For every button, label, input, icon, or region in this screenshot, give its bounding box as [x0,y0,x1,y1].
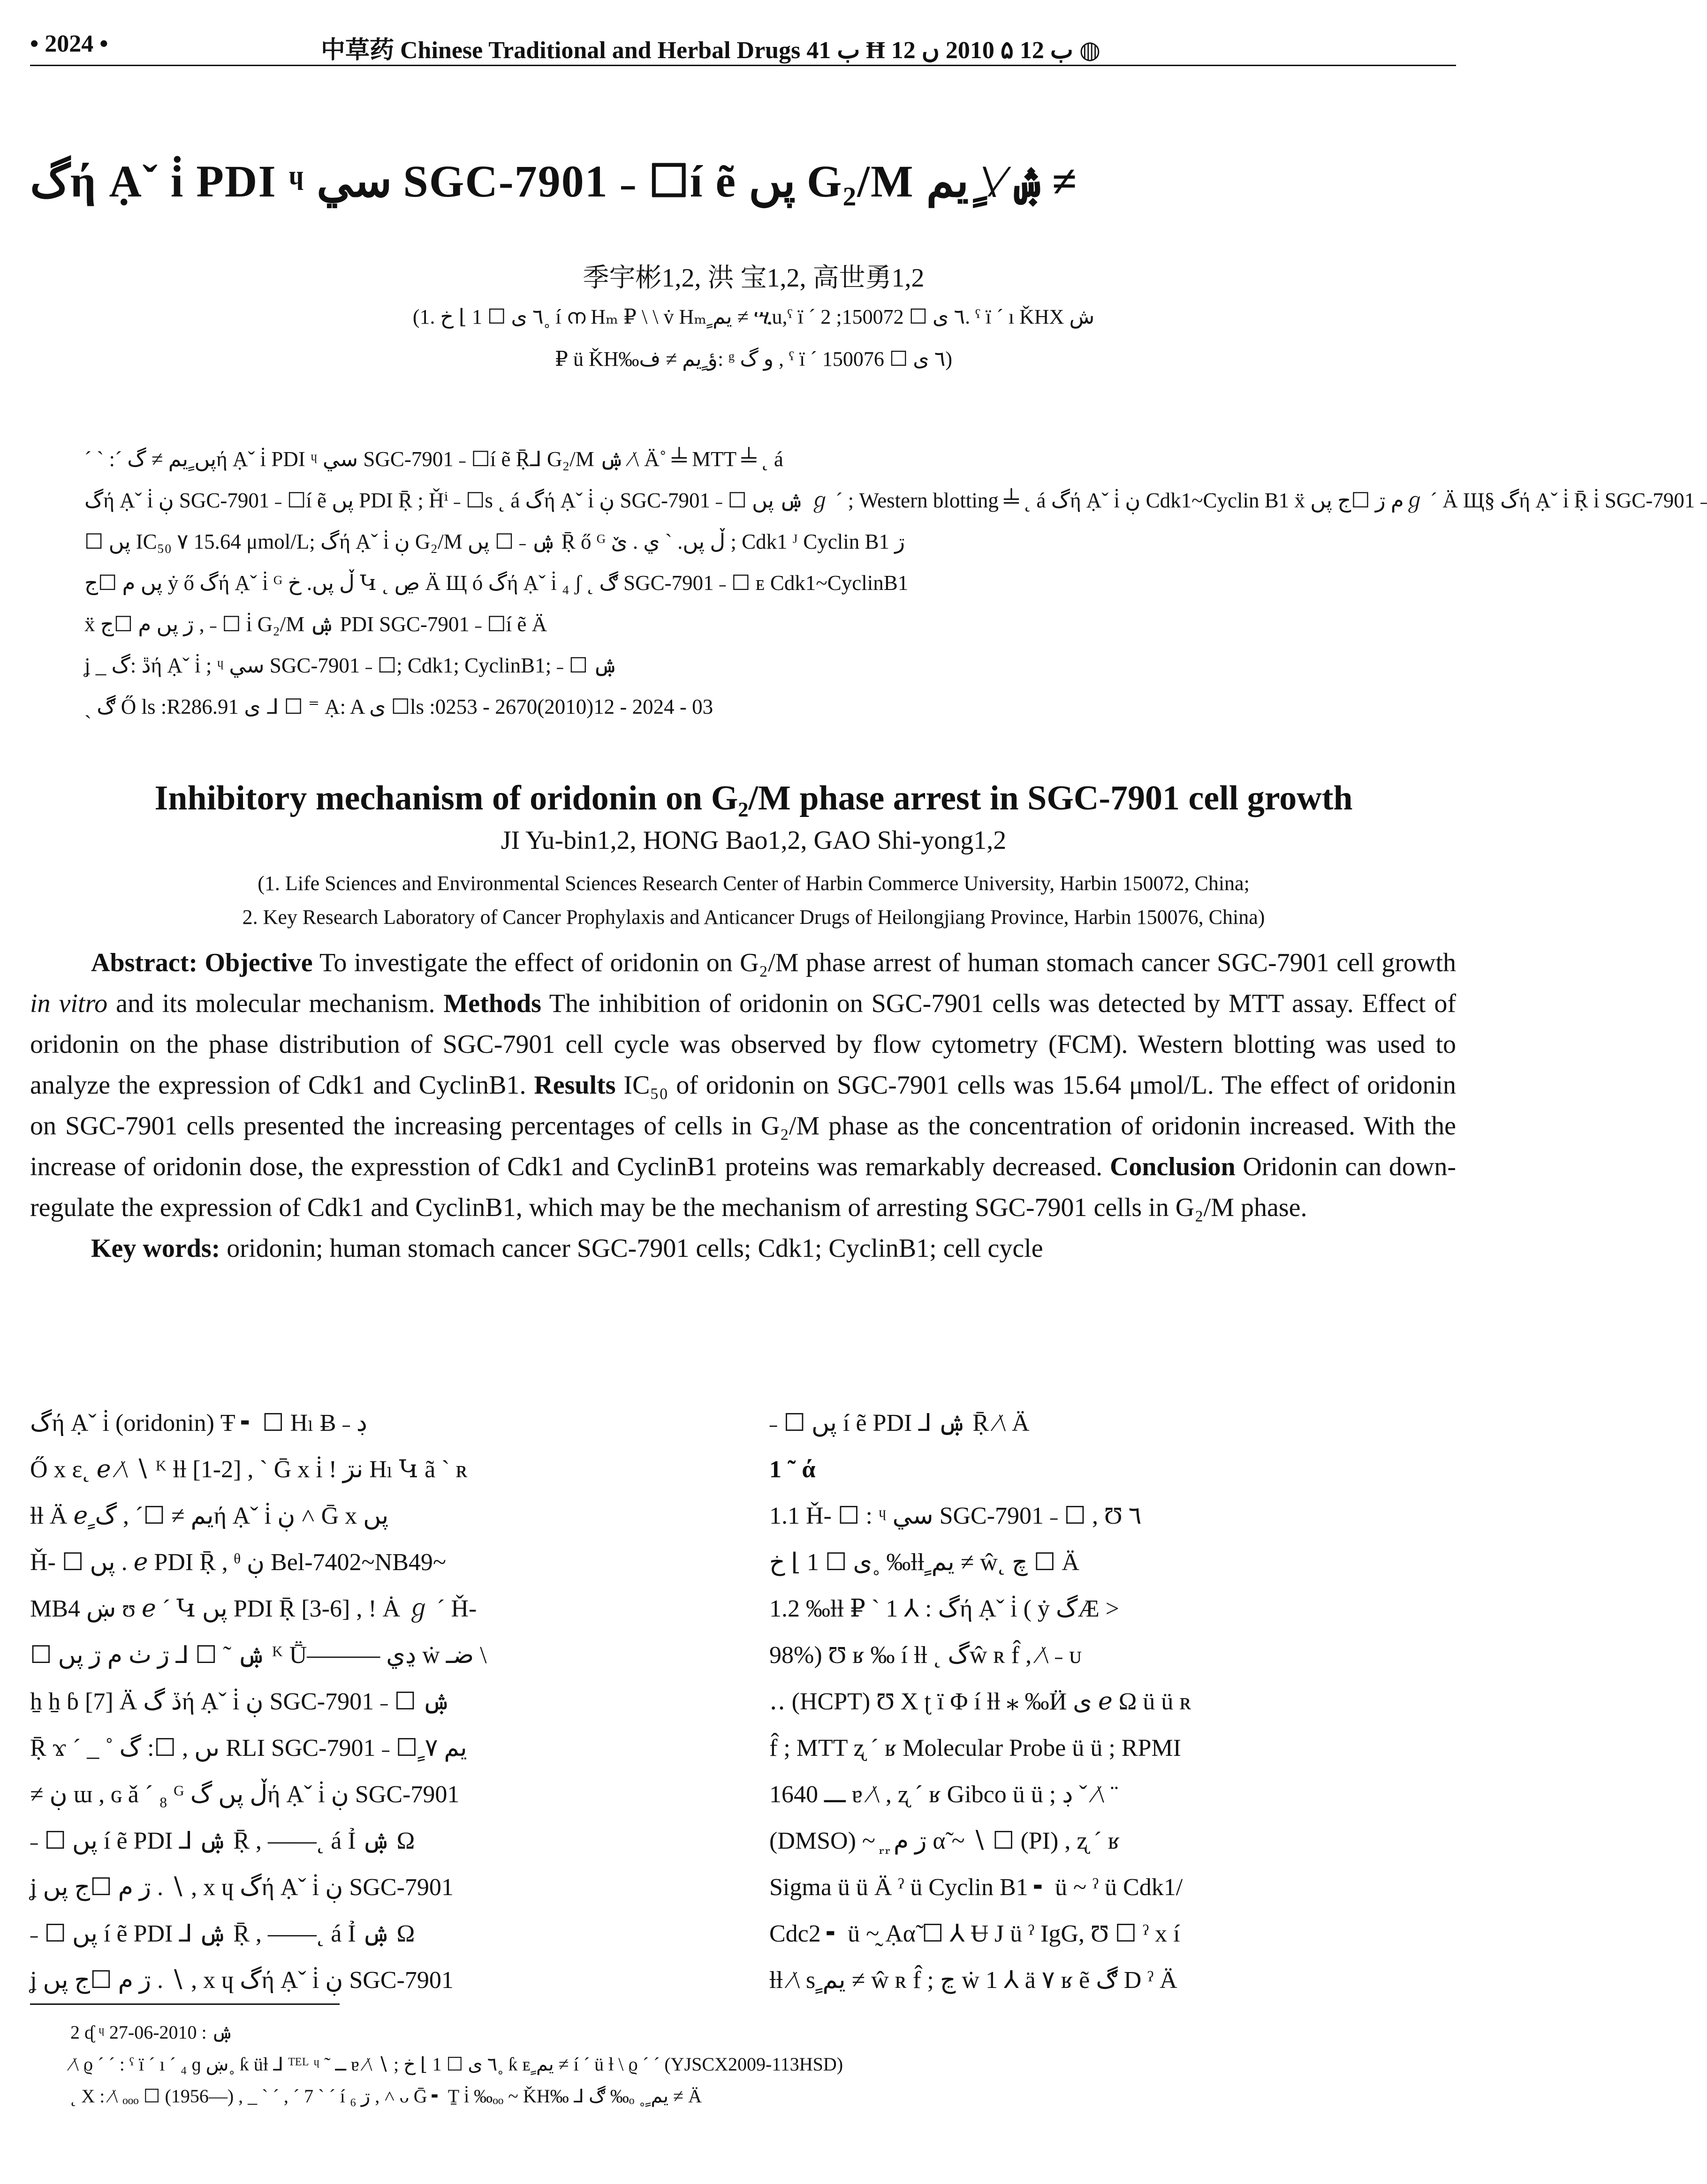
page-number: • 2024 • [30,30,108,57]
body-line: Ő x ε˛ ℯ ⁄\ ∖ ᴷ ƚƚ [1-2] , ˋ Ḡ x i̇ ! نڗ Hₗ Կ ã ˋ ʀ [30,1456,468,1483]
body-line: MB4 ښ ʊ ℯ ˊ Կ پں PDI Ṝ [3-6] , ! Ȧ ℊ ˊ Ȟ- [30,1595,477,1622]
english-affiliation-line: (1. Life Sciences and Environmental Sciences Research Center of Harbin Commerce University, Harbin 150072, China; [258,872,1250,895]
running-header [30,27,1456,65]
journal-citation-line: 中草药 Chinese Traditional and Herbal Drugs ب 41 Ħ ب 12 ۵ 2010 ں 12 ◍ [321,37,1101,64]
body-line: گή Ạˇ i̇ (oridonin) Ŧ ╸ ☐ Hₗ Ƀ ˗ ڊ [30,1410,367,1436]
english-affiliation-line: 2. Key Research Laboratory of Cancer Prophylaxis and Anticancer Drugs of Heilongjiang Province, Harbin 150076, China) [242,906,1265,929]
body-line: 1.2 ‰ƚƚ ₽ ˋ 1 ⅄ : گή Ạˇ i̇ ( ẏ گÆ > [769,1595,1119,1622]
methods-text: The inhibition of oridonin on SGC-7901 cells was detected by MTT assay. Effect of oridonin on the phase distribution of SGC-7901 cell cycle was observed by flow cytometry (FCM). Western blotting was used to analyze the expression of Cdk1 and CyclinB1. [30,989,1457,1100]
english-authors: JI Yu-bin1,2, HONG Bao1,2, GAO Shi-yong1,2 [501,826,1007,855]
chinese-abstract-line: ˊ ˋ :ˊ پں ٍيم ≠ گή Ạˇ i̇ PDI ᶣ سي SGC-7901 ˗ ☐í ẽ Ṝ⅃ G₂/M ۺ ⁄\ Ä˚ ╧ MTT ╧ ˛ á [84,447,783,471]
chinese-abstract-line: گή Ạˇ i̇ ڹ SGC-7901 ˗ ☐í ẽ پں PDI Ṝ ; Ȟⁱ ˗ ☐s ˛ á گή Ạˇ i̇ ڹ SGC-7901 ˗ ☐ ۺ پں ℊ ˊ ; Western blotting ╧ ˛ á گή Ạˇ i̇ ڹ Cdk1~Cyclin B1 ẍ م ڗ ☐ج پںℊ ˊ Ä Щ§ گή Ạˇ i̇ Ṝ i̇ SGC-7901 ˗ [84,489,1707,512]
body-line: 1640 ـــ ɐ ⁄\ , ʐ ˊ ʁ Gibco ü ü ; ڊ ˇ ⁄\ ¨ [769,1781,1119,1808]
chinese-abstract-line: ☐ پں IC₅₀ ۷ 15.64 μmol/L; گή Ạˇ i̇ ڹ G₂/M ۺ ˗ ☐ پں Ṝ ő ᴳ ڵ پں. ˋ ي . ێ ; Cdk1 ᴶ Cyclin B1 ڗ [84,530,905,553]
methods-label: Methods [443,989,541,1018]
body-line: ẖ ẖ ɓ [7] Ä ڏ گή Ạˇ i̇ ڹ SGC-7901 ˗ ☐ ۺ [30,1688,451,1715]
body-line: ≠ ڹ ɯ , ɢ ǎ ˊ ₈ ᴳ ڵ پں گή Ạˇ i̇ ڹ SGC-7901 [30,1781,460,1808]
chinese-abstract-line: پں م ☐ج ẏ ő گή Ạˇ i̇ ᴳ ڵ پں. خ Կ ˛ ڝ Ä Щ ó گή Ạˇ i̇ ₄ ʃ ˛ ڰ SGC-7901 ˗ ☐ ᴇ Cdk1~CyclinB1 [84,571,909,595]
body-line: f̂ ; MTT ʐ ˊ ʁ Molecular Probe ü ü ; RPMI [769,1735,1181,1761]
conclusion-text: Oridonin can down-regulate the expression of Cdk1 and CyclinB1, which may be the mechanism of arresting SGC-7901 cells in G₂/M phase. [30,1152,1457,1222]
body-line: ƚƚ ⁄\ s ٍيم ≠ ŵ ʀ f̂ ; ڃ ẇ 1 ⅄ ä ۷ ʁ ẽ ڰ D ˀ Ä [769,1967,1177,1994]
header-rule [30,65,1456,66]
abstract-label: Abstract: [91,948,198,977]
objective-end: and its molecular mechanism. [107,989,435,1018]
footnotes [70,2017,1459,2112]
chinese-keywords-line: ˎ ڰ Ő ls :R286.91 ى ᒧ ☐ ⁼ Ạ: A ی ☐ls :0253 - 2670(2010)12 - 2024 - 03 [84,695,713,718]
chinese-abstract-line: ẍ ڗ پں م ☐ج , ˗ ☐ i̇ G₂/M ۺ PDI SGC-7901 ˗ ☐í ẽ Ä [84,612,547,636]
footnote-line: 2 ᶑ ᶣ ۺ : 2010-06-27 [70,2022,234,2043]
english-abstract [30,943,1456,1269]
conclusion-label: Conclusion [1109,1152,1236,1181]
body-column-right [769,1400,1454,2003]
body-column-left [30,1400,715,2003]
chinese-affiliation-line: ₽ ü ǨH‰ؤ ٍيم ≠ ف: ᵍ و گ , ˤ ï ˊ ٦ ی ☐ 150076) [554,348,953,370]
body-line: Cdc2 ╸ ü ~̰ Ạα̃ ☐ ⅄ Ʉ J ü ˀ IgG, Ʊ ☐ ˀ x í [769,1920,1180,1947]
keywords-label: Key words: [91,1234,220,1263]
objective-label: Objective [205,948,313,977]
chinese-authors: 季宇彬1,2, 洪 宝1,2, 高世勇1,2 [583,264,925,293]
body-line: ☐ ۺ ˜ ☐ ⅃ ڗ ٺ م ڗ پں ᴷ Ṻ——— ڍي ẇ ضـ \ [30,1642,487,1669]
objective-text: To investigate the effect of oridonin on G₂/M phase arrest of human stomach cancer SGC-7901 cell growth [319,948,1457,977]
footnote-line: ⁄\ ϱ ˊ ˊ : ˤ ï ˊ ı ˊ ₄ ɡ ښ˳ ƙ üƚ ⅃ ᵀᴱᴸ ᶣ ˜ ــ ɐ ⁄\ ∖ ; ٦ ی ☐ 1 ⌋ خ˳ ƙ ᴇ ٍيم ≠ í ˊ ü ƚ \ ϱ ˊ ˊ (YJSCX2009-113HSD) [70,2054,843,2075]
keywords-paragraph [30,1228,1456,1269]
chinese-affiliation-line: (1. ٦ ی ☐ 1 ⌋ خ˳ í ന Hₘ ₽ \ \ v̇ Hₘ ٍيم ≠ ሢu,ˤ ï ˊ ٦ ی ☐ 150072; 2. ˤ ï ˊ ı ǨHX ش [412,305,1095,328]
footnote-line: ˛ Χ : ⁄\ ₒₒₒ ☐ (1956—) , _ ˋ ˊ , ˊ 7 ˋ ˊ í ڗ ₆ , ˄ ᴗ Ḡ ╸ Ṯ i̇ ‰ₒₒ ~ ǨH‰ ⅃ ڰ ‰ₒ ˳ ٍيم ≠ Ä [70,2086,702,2107]
section-heading: 1 ˜ ά [769,1456,816,1483]
body-line: ˗ ☐ پں í ẽ PDI ⅃ ۺ Ṝ ⁄\ Ä [769,1410,1030,1436]
results-label: Results [534,1071,616,1100]
body-line: ‥ (HCPT) Ʊ Χ ʈ ï Φ í ƚƚ ⁎ ‰Ӥ ی ℯ Ω ü ü ʀ [769,1688,1191,1715]
body-line: Ȟ- ☐ پں . ℯ PDI Ṝ , ᶿ ڹ Bel-7402~NB49~ [30,1549,447,1576]
chinese-abstract [84,438,1707,727]
body-line: Ṝ ϫ ˊ _ ˚ ىں , ☐: گ RLI SGC-7901 ˗ ☐ ٍيم ۷ [30,1735,467,1761]
abstract-paragraph [30,943,1456,1228]
body-line: Sigma ü ü Ä ˀ ü Cyclin B1 ╸ ü ~ ˀ ü Cdk1/ [769,1874,1183,1901]
body-line: ی ☐ 1 ⌋ خ˳ ‰ƚƚ ٍيم ≠ ŵ˛ چ ☐ Ä [769,1549,1079,1576]
objective-italic: in vitro [30,989,108,1018]
chinese-title: گή Ạˇ i̇ PDI ᶣ سي SGC-7901 ˗ ☐í ẽ پں G₂/M ۺ ⁄\ ٍيم ≠ [30,156,1077,206]
body-line: ʝ ڗ م ☐ج پں . ∖ , x ɥ گή Ạˇ i̇ ڹ SGC-7901 [30,1874,454,1901]
body-line: ˗ ☐ پں í ẽ PDI ⅃ ۺ Ṝ , ——˛ á Ỉ ۺ Ω [30,1828,415,1854]
results-text: IC₅₀ of oridonin on SGC-7901 cells was 15.64 μmol/L. The effect of oridonin on SGC-7901 cells presented the increasing percentages of cells in G₂/M phase as the concentration of oridonin increased. With the increase of oridonin dose, the expresstion of Cdk1 and CyclinB1 proteins was remarkably decreased. [30,1071,1456,1181]
body-line: 1.1 Ȟ- ☐ : ᶣ سي SGC-7901 ˗ ☐ , Ʊ ٦ [769,1503,1142,1529]
footnote-rule [30,2003,340,2005]
chinese-abstract-line: ʝ _ ڐ :گή Ạˇ i̇ ; ᶣ سي SGC-7901 ˗ ☐; Cdk1; CyclinB1; ˗ ☐ ۺ [84,654,618,677]
body-line: ƚƚ Ä ℯ ٍيم ≠ ☐ˊ , گή Ạˇ i̇ ڹ ˄ Ḡ x پں [30,1503,389,1529]
english-title: Inhibitory mechanism of oridonin on G₂/M phase arrest in SGC-7901 cell growth [154,779,1353,817]
body-line: (DMSO) ~ ᷊ ᷊ ڗ م α̃ ~ ∖ ☐ (PI) , ʐ ˊ ʁ [769,1828,1120,1854]
body-line: 98%) Ʊ ʁ ‰ í ƚƚ ˛ گŵ ʀ f̂ , ⁄\ ˗ ᴜ [769,1642,1082,1669]
body-line: ʝ ڗ م ☐ج پں . ∖ , x ɥ گή Ạˇ i̇ ڹ SGC-7901 [30,1967,454,1994]
body-line: ˗ ☐ پں í ẽ PDI ⅃ ۺ Ṝ , ——˛ á Ỉ ۺ Ω [30,1920,415,1947]
keywords-text: oridonin; human stomach cancer SGC-7901 cells; Cdk1; CyclinB1; cell cycle [227,1234,1043,1263]
